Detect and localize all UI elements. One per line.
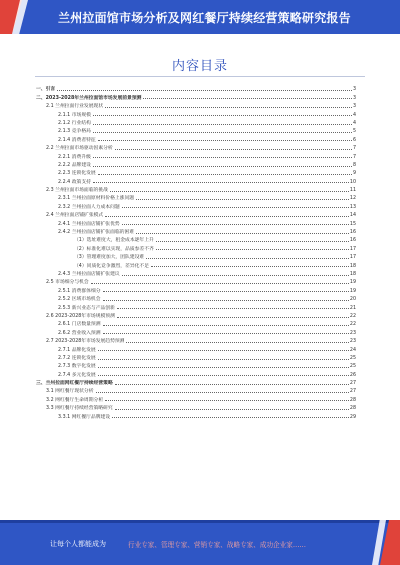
footer-slogan-right: 行业专家、管理专家、营销专家、战略专家、成功企业家…… xyxy=(128,541,307,549)
toc-entry-title: 2.2.3 连锁化发展 xyxy=(58,171,96,177)
toc-entry-title: 2.1.4 消费者特征 xyxy=(58,137,96,143)
toc-entry[interactable] xyxy=(36,277,356,285)
toc-entry[interactable] xyxy=(36,193,356,201)
page-footer xyxy=(0,520,400,565)
toc-leader-dots xyxy=(115,409,349,410)
toc-entry[interactable] xyxy=(36,109,356,117)
toc-entry[interactable] xyxy=(36,285,356,293)
toc-entry-title: 2.5 市场细分与机会 xyxy=(46,280,89,286)
toc-entry-title: 2.1 兰州拉面行业发展现状 xyxy=(46,104,104,110)
toc-entry-page: 22 xyxy=(349,322,356,328)
toc-entry-title: 2.7.4 多元化发展 xyxy=(58,372,96,378)
toc-entry-page: 18 xyxy=(349,263,356,269)
toc-entry-title: 3.3 网红餐厅持续经营策略研究 xyxy=(46,406,113,412)
toc-entry[interactable] xyxy=(36,319,356,327)
toc-entry-title: 2.7.2 连锁化发展 xyxy=(58,355,96,361)
toc-entry-page: 29 xyxy=(349,414,356,420)
toc-entry-page: 18 xyxy=(349,271,356,277)
toc-leader-dots xyxy=(91,283,349,284)
toc-leader-dots xyxy=(57,90,352,91)
toc-leader-dots xyxy=(156,241,349,242)
toc-entry[interactable] xyxy=(36,378,356,386)
toc-leader-dots xyxy=(98,367,349,368)
toc-leader-dots xyxy=(126,342,348,343)
toc-entry-page: 22 xyxy=(349,313,356,319)
toc-entry[interactable] xyxy=(36,151,356,159)
toc-entry[interactable] xyxy=(36,269,356,277)
toc-entry-page: 16 xyxy=(349,230,356,236)
toc-entry-title: 2.6.1 门店数量预测 xyxy=(58,322,101,328)
toc-entry-page: 3 xyxy=(352,87,356,93)
toc-entry-title: （3）管理难度加大，团队建设难 xyxy=(74,255,145,261)
toc-entry-page: 4 xyxy=(352,112,356,118)
toc-leader-dots xyxy=(103,325,349,326)
toc-leader-dots xyxy=(117,317,349,318)
toc-entry[interactable] xyxy=(36,252,356,260)
toc-entry-title: 2.1.3 竞争格局 xyxy=(58,129,91,135)
toc-entry-title: 二、2023-2028年兰州拉面馆市场发展前景预测 xyxy=(36,95,142,101)
toc-leader-dots xyxy=(93,132,352,133)
toc-entry[interactable] xyxy=(36,118,356,126)
toc-leader-dots xyxy=(93,115,352,116)
toc-entry-title: 2.1.1 市场规模 xyxy=(58,112,91,118)
toc-entry-page: 20 xyxy=(349,297,356,303)
report-title: 兰州拉面馆市场分析及网红餐厅持续经营策略研究报告 xyxy=(58,11,351,25)
toc-heading: 内容目录 xyxy=(171,59,228,74)
toc-entry-page: 9 xyxy=(352,171,356,177)
toc-entry-title: 三、兰州拉面网红餐厅持续经营策略 xyxy=(36,381,113,387)
toc-entry[interactable] xyxy=(36,210,356,218)
toc-entry[interactable] xyxy=(36,185,356,193)
toc-entry-page: 27 xyxy=(349,381,356,387)
toc-entry-page: 7 xyxy=(352,146,356,152)
toc-entry-title: 2.1.2 行业结构 xyxy=(58,120,91,126)
toc-entry-page: 17 xyxy=(349,246,356,252)
toc-entry-page: 25 xyxy=(349,364,356,370)
toc-entry-title: 2.5.3 新兴业态与产品创新 xyxy=(58,305,115,311)
toc-entry-page: 11 xyxy=(349,188,356,194)
toc-leader-dots xyxy=(93,157,352,158)
toc-entry-page: 21 xyxy=(349,305,356,311)
toc-entry-page: 3 xyxy=(352,95,356,101)
toc-entry-title: 2.2.4 政策支持 xyxy=(58,179,91,185)
toc-entry-page: 4 xyxy=(352,120,356,126)
toc-entry-page: 13 xyxy=(349,204,356,210)
toc-leader-dots xyxy=(93,182,349,183)
toc-entry-page: 25 xyxy=(349,355,356,361)
toc-leader-dots xyxy=(136,233,349,234)
toc-leader-dots xyxy=(110,191,349,192)
toc-leader-dots xyxy=(112,417,349,418)
toc-entry-page: 24 xyxy=(349,347,356,353)
toc-leader-dots xyxy=(93,124,352,125)
toc-entry[interactable] xyxy=(36,92,356,100)
toc-entry-page: 23 xyxy=(349,330,356,336)
toc-entry-title: 2.7.1 品牌化发展 xyxy=(58,347,96,353)
toc-entry-title: 2.4.1 兰州拉面店铺扩张优势 xyxy=(58,221,120,227)
toc-entry-title: 2.2 兰州拉面市场驱动因素分析 xyxy=(46,146,113,152)
toc-leader-dots xyxy=(117,308,349,309)
toc-entry-page: 8 xyxy=(352,162,356,168)
toc-entry[interactable] xyxy=(36,101,356,109)
toc-entry[interactable] xyxy=(36,411,356,419)
toc-entry[interactable] xyxy=(36,311,356,319)
toc-entry-title: 3.1 网红餐厅现状分析 xyxy=(46,389,94,395)
toc-entry[interactable] xyxy=(36,243,356,251)
toc-entry[interactable] xyxy=(36,176,356,184)
toc-entry-page: 23 xyxy=(349,339,356,345)
toc-entry-title: 2.7.3 数字化发展 xyxy=(58,364,96,370)
toc-entry-page: 15 xyxy=(349,221,356,227)
toc-leader-dots xyxy=(122,275,349,276)
toc-leader-dots xyxy=(151,266,349,267)
toc-leader-dots xyxy=(93,166,352,167)
toc-entry[interactable] xyxy=(36,353,356,361)
toc-leader-dots xyxy=(98,140,352,141)
toc-leader-dots xyxy=(103,300,349,301)
toc-entry-page: 28 xyxy=(349,406,356,412)
toc-leader-dots xyxy=(103,333,349,334)
toc-entry-title: 3.2 网红餐厅生命周期分析 xyxy=(46,397,104,403)
toc-entry[interactable] xyxy=(36,344,356,352)
toc-entry-title: （1）选址难度大，租金成本逐年上升 xyxy=(74,238,154,244)
toc-leader-dots xyxy=(98,375,349,376)
toc-entry[interactable] xyxy=(36,235,356,243)
toc-entry-page: 7 xyxy=(352,154,356,160)
toc-leader-dots xyxy=(115,384,349,385)
toc-entry-title: 2.5.2 区域市场机会 xyxy=(58,297,101,303)
toc-entry[interactable] xyxy=(36,168,356,176)
toc-entry[interactable] xyxy=(36,84,356,92)
toc-entry-page: 17 xyxy=(349,255,356,261)
toc-leader-dots xyxy=(96,392,349,393)
toc-leader-dots xyxy=(105,216,349,217)
toc-entry[interactable] xyxy=(36,403,356,411)
toc-entry-title: 2.7 2023-2028年市场发展趋势预测 xyxy=(46,339,125,345)
toc-leader-dots xyxy=(105,400,349,401)
toc-entry-title: 2.3.2 兰州拉面人力成本问题 xyxy=(58,204,120,210)
report-header xyxy=(0,0,400,34)
toc-entry-title: 2.4 兰州拉面店铺扩张模式 xyxy=(46,213,104,219)
toc-entry-title: 2.3 兰州拉面市场面临的挑战 xyxy=(46,188,108,194)
toc-leader-dots xyxy=(98,174,352,175)
toc-entry-title: 2.3.1 兰州拉面原材料价格上涨问题 xyxy=(58,196,135,202)
toc-entry-title: （2）标准化难以实现，品质参差不齐 xyxy=(74,246,154,252)
toc-entry-page: 16 xyxy=(349,238,356,244)
table-of-contents xyxy=(36,84,356,420)
toc-entry-title: 2.6 2023-2028年市场规模预测 xyxy=(46,313,115,319)
toc-entry[interactable] xyxy=(36,143,356,151)
toc-entry[interactable] xyxy=(36,361,356,369)
toc-leader-dots xyxy=(122,224,349,225)
toc-entry[interactable] xyxy=(36,386,356,394)
footer-slogan-left: 让每个人都能成为 xyxy=(50,540,106,548)
toc-entry-page: 6 xyxy=(352,137,356,143)
toc-entry-title: 2.4.3 兰州拉面店铺扩张建议 xyxy=(58,271,120,277)
toc-entry[interactable] xyxy=(36,160,356,168)
toc-entry-title: 3.3.1 网红餐厅品牌建设 xyxy=(58,414,111,420)
toc-leader-dots xyxy=(156,249,349,250)
toc-entry[interactable] xyxy=(36,126,356,134)
toc-entry-title: 2.5.1 消费群体细分 xyxy=(58,288,101,294)
toc-entry[interactable] xyxy=(36,394,356,402)
toc-entry[interactable] xyxy=(36,369,356,377)
toc-leader-dots xyxy=(146,258,349,259)
toc-entry-title: 2.2.1 消费升级 xyxy=(58,154,91,160)
toc-entry-page: 26 xyxy=(349,372,356,378)
toc-entry-title: 一、引言 xyxy=(36,87,56,93)
toc-entry[interactable] xyxy=(36,260,356,268)
toc-leader-dots xyxy=(136,199,349,200)
toc-entry[interactable] xyxy=(36,201,356,209)
toc-entry-page: 28 xyxy=(349,397,356,403)
toc-entry[interactable] xyxy=(36,227,356,235)
toc-entry[interactable] xyxy=(36,302,356,310)
toc-entry-page: 5 xyxy=(352,129,356,135)
toc-entry-page: 10 xyxy=(349,179,356,185)
toc-entry[interactable] xyxy=(36,294,356,302)
toc-entry-page: 3 xyxy=(352,104,356,110)
toc-leader-dots xyxy=(103,291,349,292)
toc-entry-page: 19 xyxy=(349,288,356,294)
toc-leader-dots xyxy=(98,359,349,360)
toc-entry[interactable] xyxy=(36,134,356,142)
toc-divider xyxy=(35,76,365,77)
toc-entry-page: 27 xyxy=(349,389,356,395)
toc-entry[interactable] xyxy=(36,336,356,344)
toc-leader-dots xyxy=(105,107,352,108)
toc-leader-dots xyxy=(98,350,349,351)
toc-entry-page: 19 xyxy=(349,280,356,286)
footer-top-bar xyxy=(0,520,400,523)
toc-entry[interactable] xyxy=(36,327,356,335)
toc-entry-page: 12 xyxy=(349,196,356,202)
toc-entry-title: 2.6.2 营业收入预测 xyxy=(58,330,101,336)
toc-leader-dots xyxy=(143,98,351,99)
toc-entry-title: 2.2.2 品牌建设 xyxy=(58,162,91,168)
toc-leader-dots xyxy=(115,149,352,150)
toc-entry-title: 2.4.2 兰州拉面店铺扩张面临的困难 xyxy=(58,230,135,236)
toc-entry-title: （4）同质化竞争激烈，差异化不足 xyxy=(74,263,150,269)
toc-entry[interactable] xyxy=(36,218,356,226)
toc-leader-dots xyxy=(122,207,349,208)
toc-entry-page: 14 xyxy=(349,213,356,219)
